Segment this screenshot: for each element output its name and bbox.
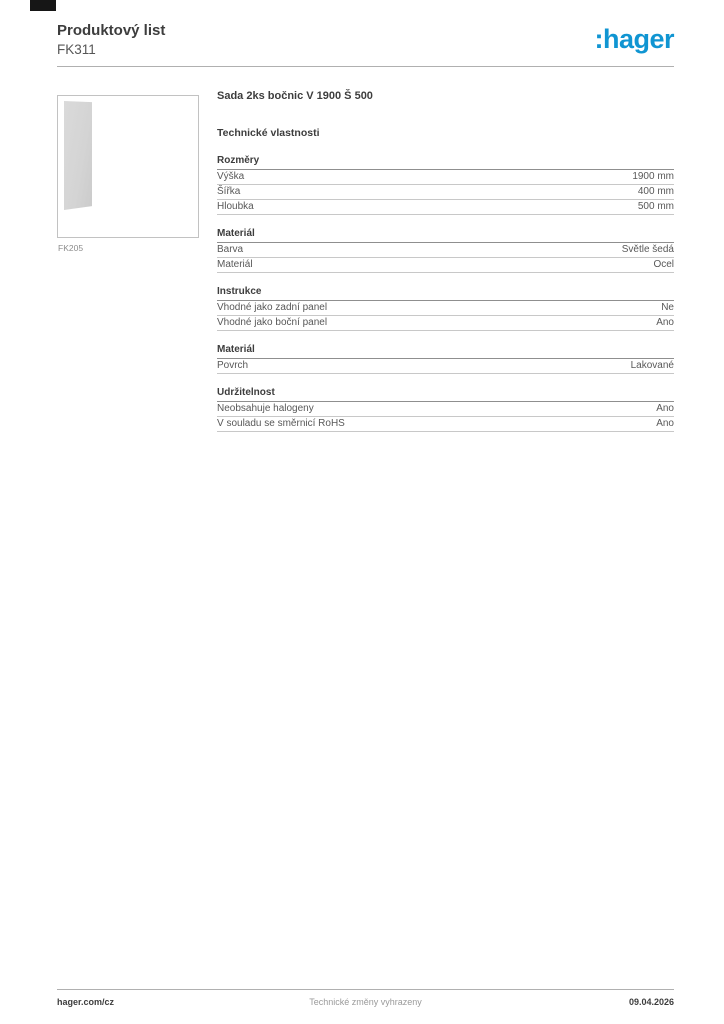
spec-value: 500 mm xyxy=(637,201,674,212)
spec-row xyxy=(217,243,674,258)
footer-website-link[interactable]: hager.com/cz xyxy=(57,997,115,1007)
spec-row xyxy=(217,258,674,273)
spec-section xyxy=(217,228,674,273)
spec-value: Ano xyxy=(656,317,674,328)
spec-row xyxy=(217,316,674,331)
section-title: Udržitelnost xyxy=(217,387,674,402)
spec-value: Lakované xyxy=(630,360,674,371)
spec-value: Ocel xyxy=(653,259,674,270)
spec-table xyxy=(217,155,674,432)
header-divider xyxy=(57,66,674,67)
page-subtitle: FK311 xyxy=(57,42,96,57)
spec-value: 400 mm xyxy=(637,186,674,197)
footer-notice: Technické změny vyhrazeny xyxy=(309,997,422,1007)
spec-row xyxy=(217,417,674,432)
tech-properties-heading: Technické vlastnosti xyxy=(217,127,320,139)
section-title: Rozměry xyxy=(217,155,674,170)
spec-label: Výška xyxy=(217,171,245,182)
spec-label: V souladu se směrnicí RoHS xyxy=(217,418,345,429)
hager-logo: :hager xyxy=(594,24,674,54)
spec-section xyxy=(217,344,674,374)
product-image-frame xyxy=(57,95,199,238)
spec-column xyxy=(217,90,674,432)
spec-label: Barva xyxy=(217,244,244,255)
spec-row xyxy=(217,402,674,417)
spec-value: 1900 mm xyxy=(632,171,674,182)
footer-date: 09.04.2026 xyxy=(628,997,674,1007)
crop-mark xyxy=(30,0,56,11)
spec-label: Vhodné jako boční panel xyxy=(217,317,328,328)
section-title: Instrukce xyxy=(217,286,674,301)
spec-section xyxy=(217,286,674,331)
spec-value: Ne xyxy=(661,302,674,313)
spec-row xyxy=(217,200,674,215)
product-image-caption: FK205 xyxy=(58,243,84,253)
spec-value: Ano xyxy=(656,403,674,414)
section-title: Materiál xyxy=(217,228,674,243)
spec-label: Vhodné jako zadní panel xyxy=(217,302,328,313)
spec-section xyxy=(217,155,674,215)
spec-label: Hloubka xyxy=(217,201,254,212)
spec-row xyxy=(217,301,674,316)
footer xyxy=(57,997,674,1011)
spec-row xyxy=(217,185,674,200)
side-panel-image xyxy=(64,101,92,210)
spec-label: Materiál xyxy=(217,259,253,270)
spec-row xyxy=(217,170,674,185)
spec-section xyxy=(217,387,674,432)
footer-divider xyxy=(57,989,674,990)
spec-label: Povrch xyxy=(217,360,249,371)
section-title: Materiál xyxy=(217,344,674,359)
spec-value: Ano xyxy=(656,418,674,429)
spec-value: Světle šedá xyxy=(621,244,674,255)
spec-label: Neobsahuje halogeny xyxy=(217,403,314,414)
product-name: Sada 2ks bočnic V 1900 Š 500 xyxy=(217,90,373,102)
page-title: Produktový list xyxy=(57,22,166,39)
spec-label: Šířka xyxy=(217,186,241,197)
spec-row xyxy=(217,359,674,374)
